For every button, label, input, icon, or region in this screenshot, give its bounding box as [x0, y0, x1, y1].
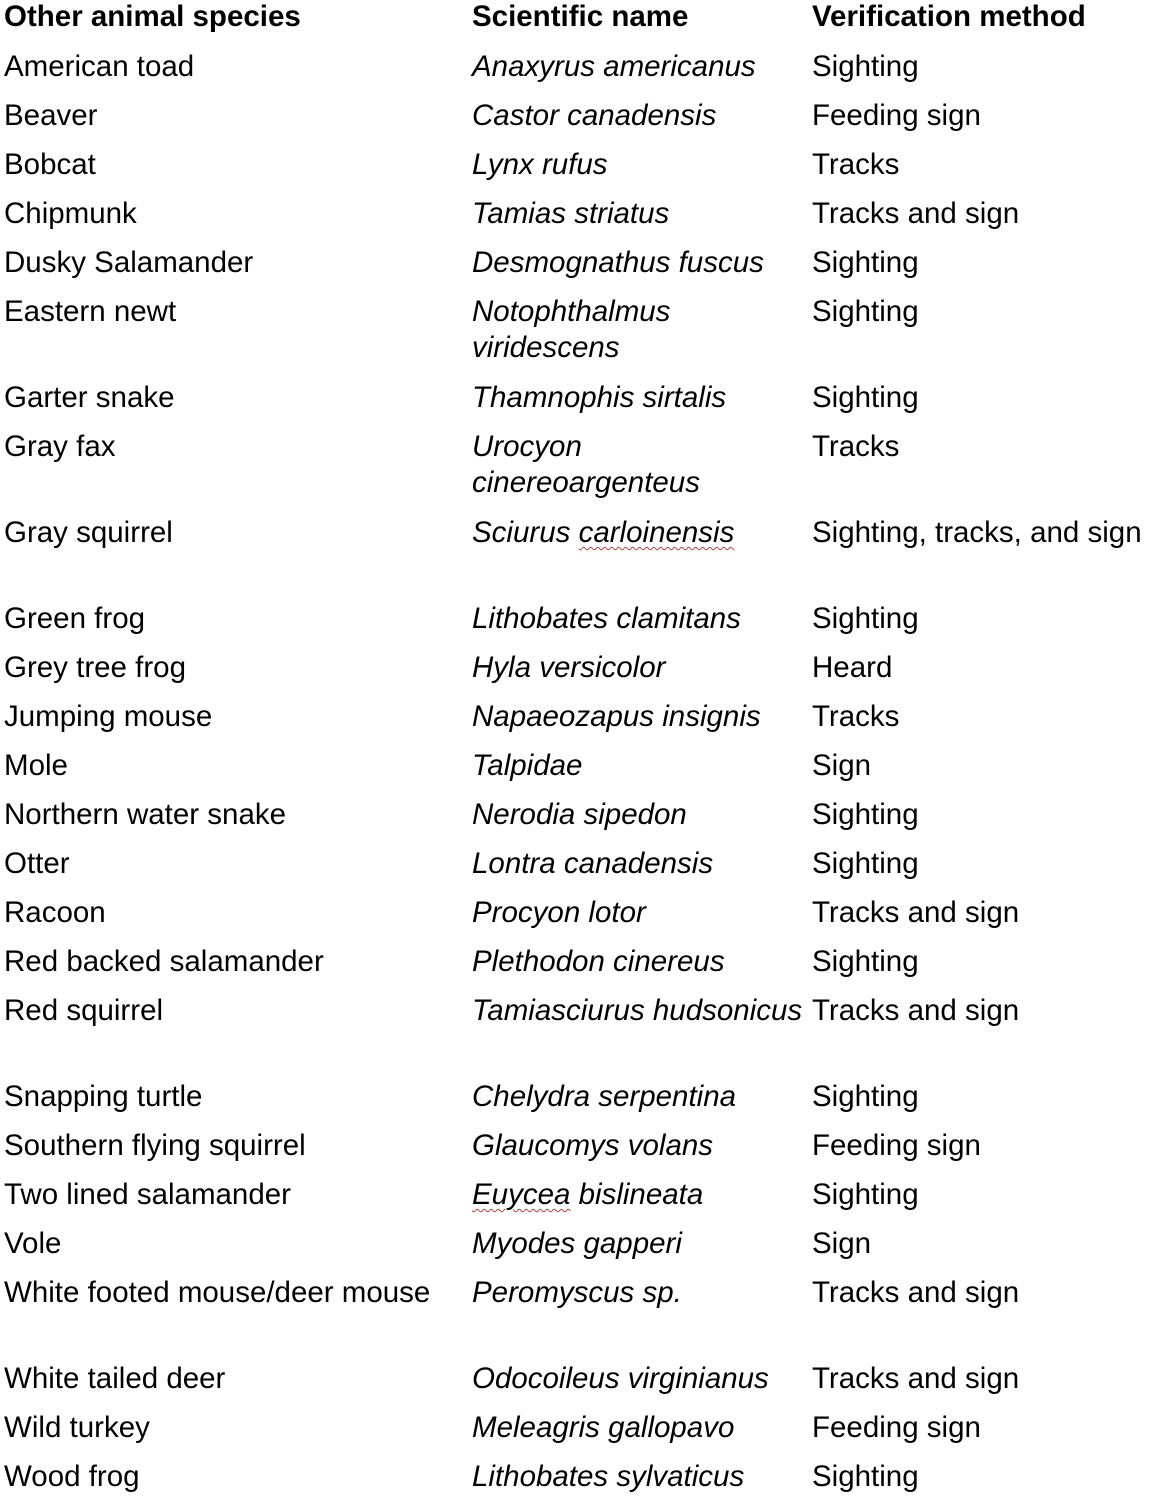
cell-scientific-name: Napaeozapus insignis: [472, 700, 761, 733]
cell-scientific-name: Tamias striatus: [472, 197, 670, 230]
species-table: [4, 0, 1154, 1508]
cell-common-name: Grey tree frog: [4, 651, 186, 684]
cell-scientific-name: Desmognathus fuscus: [472, 246, 764, 279]
cell-scientific-name: Notophthalmus viridescens: [472, 295, 671, 364]
cell-verification-method: Tracks and sign: [812, 896, 1020, 929]
table-row: [4, 1079, 1154, 1128]
cell-verification-method: Tracks: [812, 430, 900, 463]
table-row: [4, 846, 1154, 895]
cell-verification-method: Tracks and sign: [812, 1362, 1020, 1395]
cell-common-name: Southern flying squirrel: [4, 1129, 306, 1162]
table-row: [4, 650, 1154, 699]
cell-scientific-name: Lithobates sylvaticus: [472, 1460, 745, 1493]
cell-scientific-name: Euycea bislineata: [472, 1178, 704, 1211]
table-row: [4, 196, 1154, 245]
cell-scientific-name: Tamiasciurus hudsonicus: [472, 994, 803, 1027]
table-row: [4, 1459, 1154, 1508]
table-header-row: [4, 0, 1154, 49]
cell-common-name: Dusky Salamander: [4, 246, 254, 279]
cell-scientific-name: Peromyscus sp.: [472, 1276, 682, 1309]
cell-common-name: Green frog: [4, 602, 146, 635]
cell-verification-method: Sighting: [812, 945, 919, 978]
table-row: [4, 429, 1154, 515]
cell-common-name: Two lined salamander: [4, 1178, 291, 1211]
cell-scientific-name: Talpidae: [472, 749, 583, 782]
table-row: [4, 797, 1154, 846]
cell-verification-method: Sighting: [812, 1460, 919, 1493]
cell-common-name: Mole: [4, 749, 68, 782]
table-row: [4, 380, 1154, 429]
cell-scientific-name: Anaxyrus americanus: [472, 50, 756, 83]
table-row: [4, 98, 1154, 147]
cell-common-name: Gray fax: [4, 430, 116, 463]
cell-common-name: Eastern newt: [4, 295, 177, 328]
cell-common-name: Red backed salamander: [4, 945, 324, 978]
cell-verification-method: Sighting: [812, 1080, 919, 1113]
cell-common-name: Beaver: [4, 99, 98, 132]
cell-scientific-name: Chelydra serpentina: [472, 1080, 737, 1113]
header-common-name: Other animal species: [4, 0, 301, 33]
table-row: [4, 294, 1154, 380]
cell-common-name: Chipmunk: [4, 197, 137, 230]
cell-verification-method: Sighting: [812, 847, 919, 880]
cell-verification-method: Feeding sign: [812, 99, 981, 132]
cell-scientific-name: Lontra canadensis: [472, 847, 714, 880]
table-row: [4, 601, 1154, 650]
cell-common-name: Jumping mouse: [4, 700, 213, 733]
cell-common-name: White footed mouse/deer mouse: [4, 1276, 431, 1309]
cell-common-name: Snapping turtle: [4, 1080, 203, 1113]
cell-common-name: Northern water snake: [4, 798, 287, 831]
cell-common-name: Red squirrel: [4, 994, 164, 1027]
cell-verification-method: Sighting: [812, 381, 919, 414]
spellcheck-flagged-word: Euycea: [472, 1178, 571, 1211]
cell-verification-method: Feeding sign: [812, 1129, 981, 1162]
cell-verification-method: Sign: [812, 1227, 872, 1260]
table-row: [4, 1128, 1154, 1177]
cell-scientific-name: Glaucomys volans: [472, 1129, 714, 1162]
cell-scientific-name: Lynx rufus: [472, 148, 608, 181]
cell-verification-method: Sighting: [812, 798, 919, 831]
cell-common-name: Gray squirrel: [4, 516, 173, 549]
table-row: [4, 1226, 1154, 1275]
cell-scientific-name: Sciurus carloinensis: [472, 516, 735, 549]
cell-common-name: Vole: [4, 1227, 62, 1260]
table-row: [4, 1177, 1154, 1226]
table-row: [4, 1410, 1154, 1459]
cell-common-name: Garter snake: [4, 381, 175, 414]
table-row: [4, 245, 1154, 294]
table-row: [4, 1361, 1154, 1410]
cell-verification-method: Tracks and sign: [812, 1276, 1020, 1309]
cell-verification-method: Sign: [812, 749, 872, 782]
cell-verification-method: Sighting: [812, 295, 919, 328]
cell-verification-method: Sighting: [812, 602, 919, 635]
cell-verification-method: Sighting: [812, 50, 919, 83]
cell-verification-method: Feeding sign: [812, 1411, 981, 1444]
cell-scientific-name: Meleagris gallopavo: [472, 1411, 735, 1444]
table-row: [4, 515, 1154, 601]
cell-scientific-name: Nerodia sipedon: [472, 798, 687, 831]
cell-common-name: Wood frog: [4, 1460, 140, 1493]
table-row: [4, 49, 1154, 98]
cell-scientific-name: Thamnophis sirtalis: [472, 381, 727, 414]
cell-scientific-name: Hyla versicolor: [472, 651, 666, 684]
table-row: [4, 1275, 1154, 1361]
table-row: [4, 748, 1154, 797]
cell-scientific-name: Odocoileus virginianus: [472, 1362, 769, 1395]
cell-common-name: Bobcat: [4, 148, 96, 181]
table-row: [4, 993, 1154, 1079]
cell-common-name: Wild turkey: [4, 1411, 150, 1444]
cell-scientific-name: Plethodon cinereus: [472, 945, 725, 978]
spellcheck-flagged-word: carloinensis: [578, 516, 735, 549]
cell-scientific-name: Myodes gapperi: [472, 1227, 682, 1260]
cell-verification-method: Tracks and sign: [812, 197, 1020, 230]
cell-common-name: Racoon: [4, 896, 106, 929]
table-row: [4, 944, 1154, 993]
cell-common-name: Otter: [4, 847, 70, 880]
cell-verification-method: Tracks: [812, 148, 900, 181]
cell-verification-method: Sighting: [812, 246, 919, 279]
cell-scientific-name: Lithobates clamitans: [472, 602, 741, 635]
cell-scientific-name: Procyon lotor: [472, 896, 646, 929]
cell-verification-method: Sighting, tracks, and sign: [812, 516, 1142, 549]
cell-common-name: American toad: [4, 50, 195, 83]
table-row: [4, 895, 1154, 944]
table-body: [4, 49, 1154, 1508]
cell-common-name: White tailed deer: [4, 1362, 226, 1395]
header-verification-method: Verification method: [812, 0, 1086, 33]
table-row: [4, 699, 1154, 748]
cell-verification-method: Tracks and sign: [812, 994, 1020, 1027]
table-row: [4, 147, 1154, 196]
cell-verification-method: Heard: [812, 651, 893, 684]
cell-verification-method: Sighting: [812, 1178, 919, 1211]
header-scientific-name: Scientific name: [472, 0, 689, 33]
cell-verification-method: Tracks: [812, 700, 900, 733]
cell-scientific-name: Castor canadensis: [472, 99, 717, 132]
cell-scientific-name: Urocyon cinereoargenteus: [472, 430, 700, 499]
